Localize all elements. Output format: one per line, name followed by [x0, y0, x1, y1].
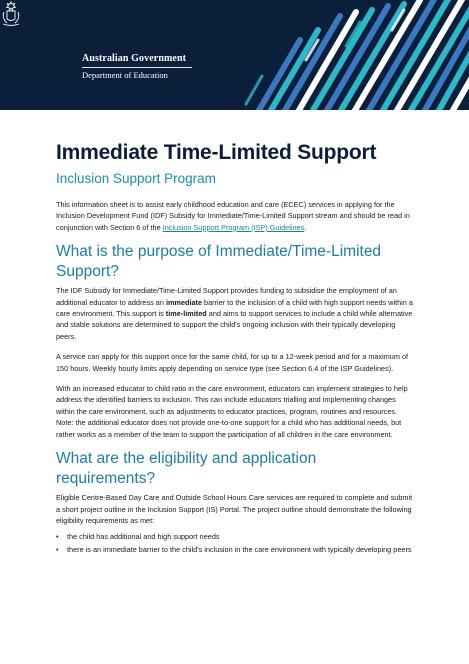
section-heading-eligibility: What are the eligibility and application requirements? — [56, 450, 317, 488]
list-item-text: there is an immediate barrier to the child's inclusion in the care environment with typically developing peers — [67, 544, 412, 554]
coat-of-arms-icon — [0, 0, 22, 28]
org-name-line1: Australian Government — [82, 53, 187, 64]
text-segment: barrier to the inclusion of a child with high support needs within a care environment. This support is — [56, 297, 413, 319]
emphasis-time-limited: time-limited — [165, 309, 207, 319]
government-logo-text — [82, 53, 192, 80]
emphasis-immediate: immediate — [165, 297, 203, 307]
page-title: Immediate Time-Limited Support — [56, 141, 377, 164]
list-item — [56, 531, 416, 542]
page-subtitle: Inclusion Support Program — [56, 171, 216, 186]
section-heading-purpose: What is the purpose of Immediate/Time-Limited Support? — [56, 243, 382, 281]
eligibility-paragraph: Eligible Centre-Based Day Care and Outside School Hours Care services are required to complete and submit a short project outline in the Inclusion Support (IS) Portal. The project outline should demonstrate the following eligibility requirements as met: — [56, 493, 413, 525]
intro-paragraph — [56, 199, 416, 233]
intro-text-end: . — [304, 222, 307, 232]
list-item-text: the child has additional and high support needs — [67, 532, 220, 542]
isp-guidelines-link[interactable]: Inclusion Support Program (ISP) Guidelines — [162, 222, 305, 232]
purpose-paragraph-1 — [56, 285, 416, 342]
purpose-paragraph-2: A service can apply for this support once for the same child, for up to a 12-week period and for a maximum of 150 hours. Weekly hourly limits apply depending on service type (see Section 6.4 of the ISP Guidelines). — [56, 352, 409, 373]
purpose-paragraph-3: With an increased educator to child ratio in the care environment, educators can implement strategies to help address the identified barriers to inclusion. This can include educators trialling and implementing changes within the care environment, such as adjustments to educator practices, program, routines and resources. Note: the additional educator does not provide one-to-one support for a child who has additional needs, but rather works as a member of the team to support the participation of all children in the care environment. — [56, 384, 408, 439]
text-segment: and aims to support services to include a child while alternative and stable solutions are determined to support the child's ongoing inclusion with their typically developing peers. — [56, 309, 413, 341]
logo-divider — [82, 67, 192, 68]
document-body — [56, 140, 416, 556]
list-item — [56, 544, 416, 555]
org-name-line2: Department of Education — [82, 70, 168, 80]
bullet-icon: • — [56, 544, 59, 554]
text-segment: The IDF Subsidy for Immediate/Time-Limited Support provides funding to subsidise the employment of an additional educator to address an — [56, 286, 397, 307]
bullet-icon: • — [56, 532, 59, 542]
decorative-stripes — [0, 0, 469, 110]
eligibility-list — [56, 531, 416, 555]
header-banner — [0, 0, 469, 110]
intro-text: This information sheet is to assist early childhood education and care (ECEC) services in applying for the Inclusion Development Fund (IDF) Subsidy for Immediate/Time-Limited Support stream and should be read in conjunction with Section 6 of the — [56, 200, 410, 232]
